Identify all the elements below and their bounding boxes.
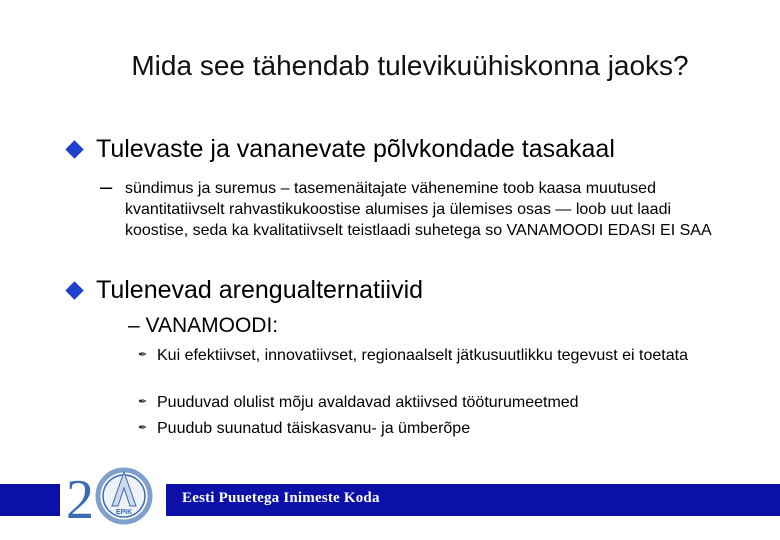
bullet-tulevaste-text: Tulevaste ja vananevate põlvkondade tasakaal — [96, 135, 615, 163]
list-item-text: Puudub suunatud täiskasvanu- ja ümberõpe — [157, 420, 471, 437]
bullet-tulenevad-text: Tulenevad arengualternatiivid — [96, 276, 424, 304]
pen-bullet-icon: ✒ — [138, 349, 148, 361]
pen-bullet-icon: ✒ — [138, 396, 148, 408]
list-item-text: Kui efektiivset, innovatiivset, regionaalselt jätkusuutlikku tegevust ei toetata — [157, 347, 688, 364]
logo-emblem-text: EPIK — [115, 509, 133, 516]
list-item-text: Puuduvad olulist mõju avaldavad aktiivsed tööturumeetmed — [157, 394, 579, 411]
diamond-bullet-icon — [65, 281, 83, 299]
logo-digit: 2 — [66, 469, 94, 526]
diamond-bullet-icon — [65, 140, 83, 158]
footer-organization: Eesti Puuetega Inimeste Koda — [182, 490, 380, 506]
pen-bullet-icon: ✒ — [138, 422, 148, 434]
subheading-vanamoodi: – VANAMOODI: — [128, 314, 279, 337]
slide-title: Mida see tähendab tulevikuühiskonna jaoks? — [131, 50, 689, 81]
epik-20-logo-icon — [62, 462, 162, 526]
dash-marker: – — [100, 174, 113, 199]
subpoint-syndimus-text: sündimus ja suremus – tasemenäitajate vähenemine toob kaasa muutused kvantitatiivselt rahvastikukoostise alumises ja ülemises osas — loob uut laadi koostise, seda ka kvalitatiivselt teistlaadi suhetega so VANAMOODI EDASI EI SAA — [125, 180, 712, 239]
